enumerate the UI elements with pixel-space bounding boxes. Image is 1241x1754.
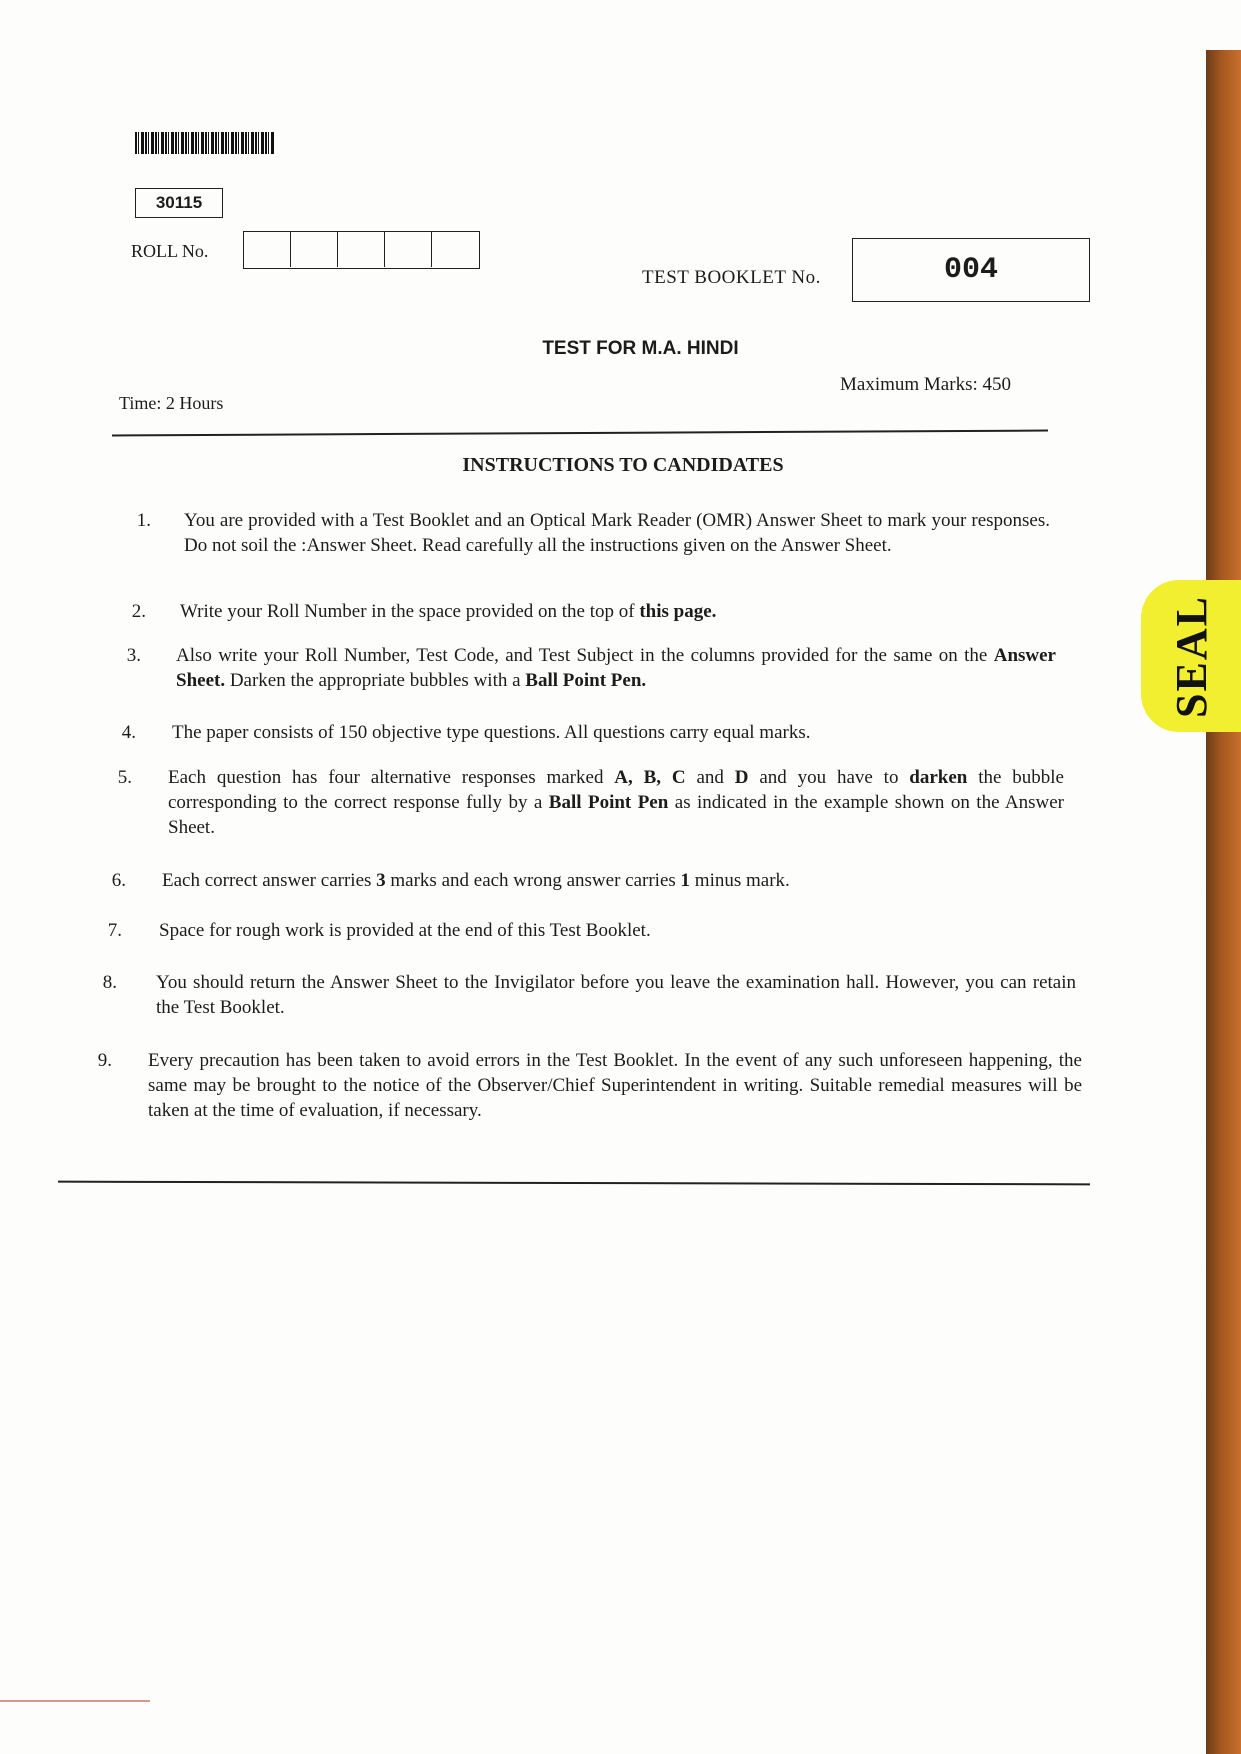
page-mark <box>0 1700 150 1702</box>
roll-number-cell[interactable] <box>432 232 479 267</box>
instruction-number: 2. <box>131 601 146 622</box>
roll-number-label: ROLL No. <box>131 241 209 261</box>
roll-number-cell[interactable] <box>338 232 385 267</box>
roll-number-boxes[interactable] <box>243 231 480 269</box>
instruction-number: 6. <box>111 870 126 891</box>
table-edge <box>1206 50 1241 1754</box>
instruction-number: 4. <box>121 722 136 743</box>
instruction-text: The paper consists of 150 objective type questions. All questions carry equal marks. <box>172 722 811 743</box>
instruction-number: 8. <box>102 972 117 993</box>
instruction-text: You are provided with a Test Booklet and an Optical Mark Reader (OMR) Answer Sheet to mark your responses. Do not soil the :Answer Sheet. Read carefully all the instructions given on the Answer Sheet. <box>184 510 1050 556</box>
test-code-box: 30115 <box>135 188 223 218</box>
time-allowed: Time: 2 Hours <box>119 393 224 413</box>
instruction-text: Every precaution has been taken to avoid errors in the Test Booklet. In the event of any such unforeseen happening, the same may be brought to the notice of the Observer/Chief Superintendent in writing. Suitable remedial measures will be taken at the time of evaluation, if necessary. <box>148 1050 1082 1121</box>
seal-label: SEAL <box>1166 594 1216 718</box>
instruction-number: 5. <box>117 767 132 788</box>
instruction-text: Also write your Roll Number, Test Code, and Test Subject in the columns provided for the same on the Answer Sheet. Darken the appropriate bubbles with a Ball Point Pen. <box>176 645 1056 691</box>
test-booklet-label: TEST BOOKLET No. <box>642 267 821 288</box>
instruction-text: Space for rough work is provided at the end of this Test Booklet. <box>159 920 651 941</box>
instruction-number: 1. <box>136 510 151 531</box>
roll-number-cell[interactable] <box>385 232 432 267</box>
seal-sticker <box>1141 580 1241 732</box>
divider <box>58 1181 1090 1186</box>
maximum-marks: Maximum Marks: 450 <box>840 374 1011 395</box>
roll-number-cell[interactable] <box>244 232 291 267</box>
instruction-number: 9. <box>97 1050 112 1071</box>
divider <box>112 430 1048 437</box>
instruction-text: Each question has four alternative responses marked A, B, C and D and you have to darken the bubble corresponding to the correct response fully by a Ball Point Pen as indicated in the example shown on the Answer Sheet. <box>168 767 1065 838</box>
roll-number-cell[interactable] <box>291 232 338 267</box>
test-booklet-number: 004 <box>852 238 1090 302</box>
instruction-text: Write your Roll Number in the space provided on the top of this page. <box>180 601 717 622</box>
test-title: TEST FOR M.A. HINDI <box>542 338 739 359</box>
instruction-number: 7. <box>107 920 122 941</box>
barcode <box>135 132 275 154</box>
instructions-heading: INSTRUCTIONS TO CANDIDATES <box>462 454 784 476</box>
instruction-text: You should return the Answer Sheet to the Invigilator before you leave the examination hall. However, you can retain the Test Booklet. <box>156 972 1076 1018</box>
instruction-number: 3. <box>126 645 141 666</box>
instruction-text: Each correct answer carries 3 marks and each wrong answer carries 1 minus mark. <box>162 870 790 891</box>
